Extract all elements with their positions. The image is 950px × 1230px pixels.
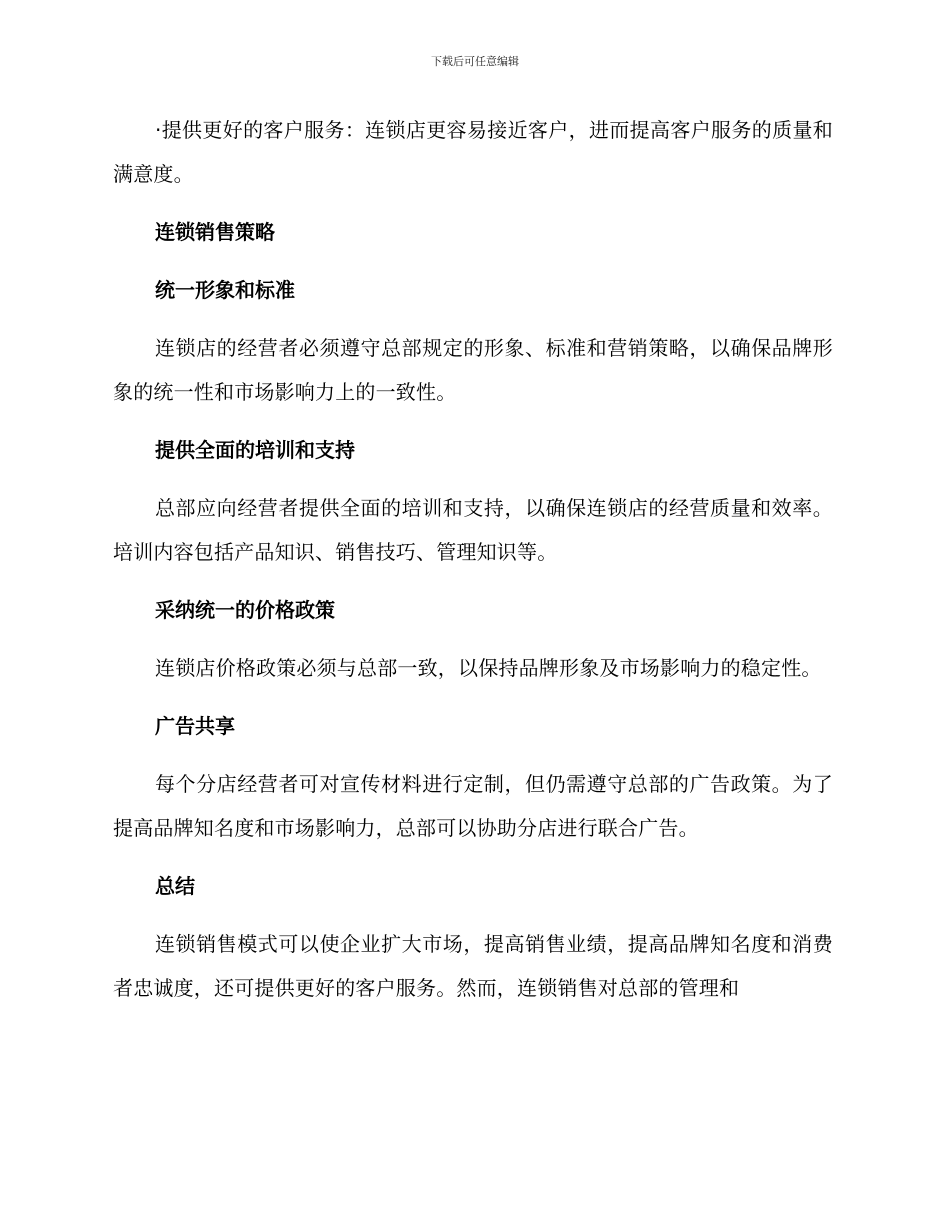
paragraph-training-support: 总部应向经营者提供全面的培训和支持，以确保连锁店的经营质量和效率。培训内容包括产品知识、销售技巧、管理知识等。	[113, 496, 833, 564]
paragraph-advertising: 每个分店经营者可对宣传材料进行定制，但仍需遵守总部的广告政策。为了提高品牌知名度和市场影响力，总部可以协助分店进行联合广告。	[113, 772, 833, 840]
heading-unified-image: 统一形象和标准	[155, 278, 295, 302]
heading-advertising: 广告共享	[155, 714, 235, 738]
paragraph-price-policy: 连锁店价格政策必须与总部一致，以保持品牌形象及市场影响力的稳定性。	[155, 656, 822, 680]
paragraph-unified-image: 连锁店的经营者必须遵守总部规定的形象、标准和营销策略，以确保品牌形象的统一性和市场影响力上的一致性。	[113, 336, 833, 404]
heading-training-support: 提供全面的培训和支持	[155, 438, 355, 462]
document-body	[113, 108, 833, 1024]
heading-chain-sales-strategy: 连锁销售策略	[155, 220, 275, 244]
paragraph-customer-service: ·提供更好的客户服务：连锁店更容易接近客户，进而提高客户服务的质量和满意度。	[113, 118, 833, 186]
heading-price-policy: 采纳统一的价格政策	[155, 598, 335, 622]
page-header-note: 下载后可任意编辑	[431, 55, 519, 68]
heading-summary: 总结	[155, 874, 195, 898]
paragraph-summary: 连锁销售模式可以使企业扩大市场，提高销售业绩，提高品牌知名度和消费者忠诚度，还可提供更好的客户服务。然而，连锁销售对总部的管理和	[113, 932, 833, 1000]
